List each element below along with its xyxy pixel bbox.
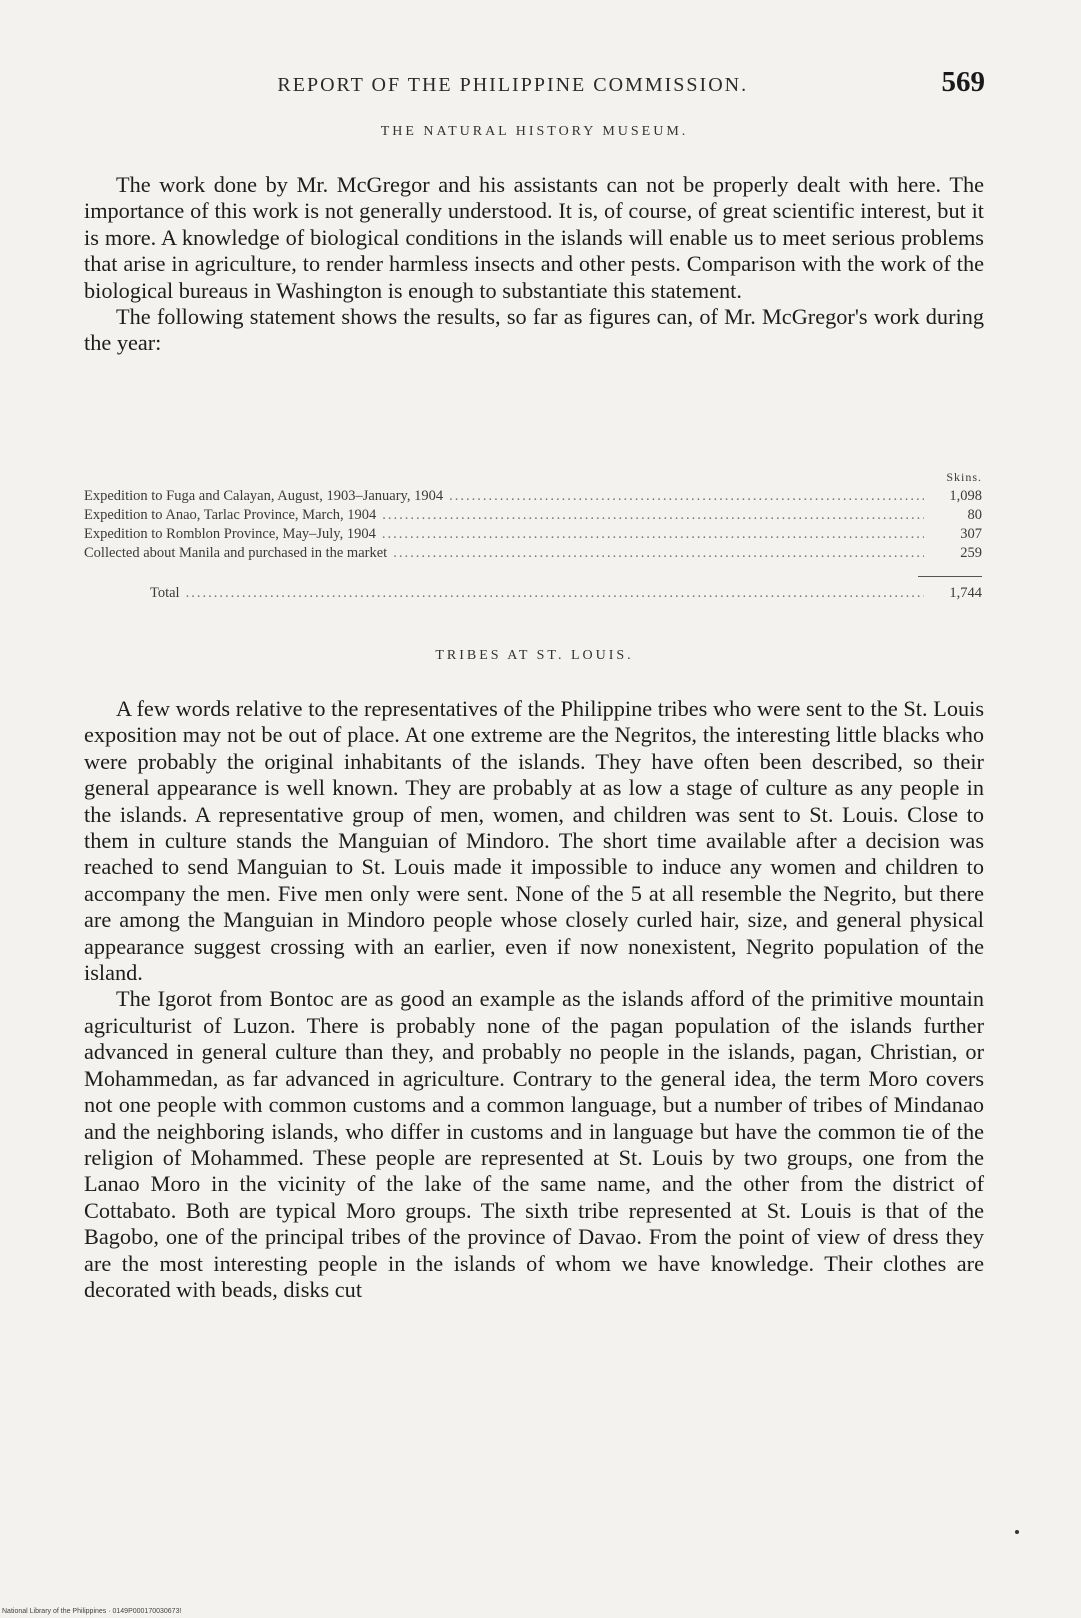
table-row [84,488,982,507]
tribes-paragraph-1: A few words relative to the representatives of the Philippine tribes who were sent to the St. Louis exposition may not be out of place. At one extreme are the Negritos, the interesting little blacks who were probably the original inhabitants of the islands. They have often been described, so their general appearance is well known. They are probably at as low a stage of culture as any people in the islands. A representative group of men, women, and children was sent to St. Louis. Close to them in culture stands the Manguian of Mindoro. The short time available after a decision was reached to send Manguian to St. Louis made it impossible to induce any women and children to accompany the men. Five men only were sent. None of the 5 at all resemble the Negrito, but there are among the Manguian in Mindoro people whose closely curled hair, size, and general physical appearance suggest crossing with an earlier, even if now nonexistent, Negrito population of the island. [84,696,984,986]
dot-leader [382,526,924,543]
total-row [84,585,982,604]
skins-table [84,470,982,604]
row-label: Expedition to Romblon Province, May–July, 1904 [84,526,376,542]
footer-credit: National Library of the Philippines · 0149P000170030673! [2,1608,182,1615]
row-value: 1,098 [949,488,982,504]
row-label: Expedition to Fuga and Calayan, August, 1903–January, 1904 [84,488,444,504]
table-row [84,545,982,564]
scan-speck [1015,1530,1019,1534]
tribes-text [84,696,984,1303]
row-value: 80 [967,507,982,523]
table-row [84,507,982,526]
dot-leader [449,488,924,505]
row-label: Collected about Manila and purchased in the market [84,545,388,561]
row-value: 259 [960,545,982,561]
museum-heading: THE NATURAL HISTORY MUSEUM. [380,124,689,139]
dot-leader [382,507,924,524]
museum-paragraph-2: The following statement shows the results, so far as figures can, of Mr. McGregor's work during the year: [84,304,984,356]
museum-paragraph-1: The work done by Mr. McGregor and his assistants can not be properly dealt with here. The importance of this work is not generally understood. It is, of course, of great scientific interest, but it is more. A knowledge of biological conditions in the islands will enable us to meet serious problems that arise in agriculture, to render harmless insects and other pests. Comparison with the work of the biological bureaus in Washington is enough to substantiate this statement. [84,172,984,303]
page-number: 569 [941,66,985,98]
running-head [84,66,985,100]
total-value: 1,744 [949,585,982,601]
tribes-heading: TRIBES AT ST. LOUIS. [435,648,634,663]
table-row [84,526,982,545]
dot-leader [393,545,924,562]
dot-leader [186,585,924,602]
tribes-paragraph-2: The Igorot from Bontoc are as good an example as the islands afford of the primitive mountain agriculturist of Luzon. There is probably none of the pagan population of the islands further advanced in general culture than they, and probably no people in the islands, pagan, Christian, or Mohammedan, as far advanced in agriculture. Contrary to the general idea, the term Moro covers not one people with common customs and a common language, but a number of tribes of Mindanao and the neighboring islands, who differ in customs and in language but have the common tie of the religion of Mohammed. These people are represented at St. Louis by two groups, one from the Lanao Moro in the vicinity of the lake of the same name, and the other from the district of Cottabato. Both are typical Moro groups. The sixth tribe represented at St. Louis is that of the Bagobo, one of the principal tribes of the province of Davao. From the point of view of dress they are the most interesting people in the islands of whom we have knowledge. Their clothes are decorated with beads, disks cut [84,986,984,1302]
total-label: Total [150,585,180,601]
row-value: 307 [960,526,982,542]
report-title: REPORT OF THE PHILIPPINE COMMISSION. [277,74,749,96]
skins-column-header: Skins. [946,470,982,484]
total-rule [918,576,982,577]
row-label: Expedition to Anao, Tarlac Province, March, 1904 [84,507,377,523]
museum-text [84,172,984,357]
